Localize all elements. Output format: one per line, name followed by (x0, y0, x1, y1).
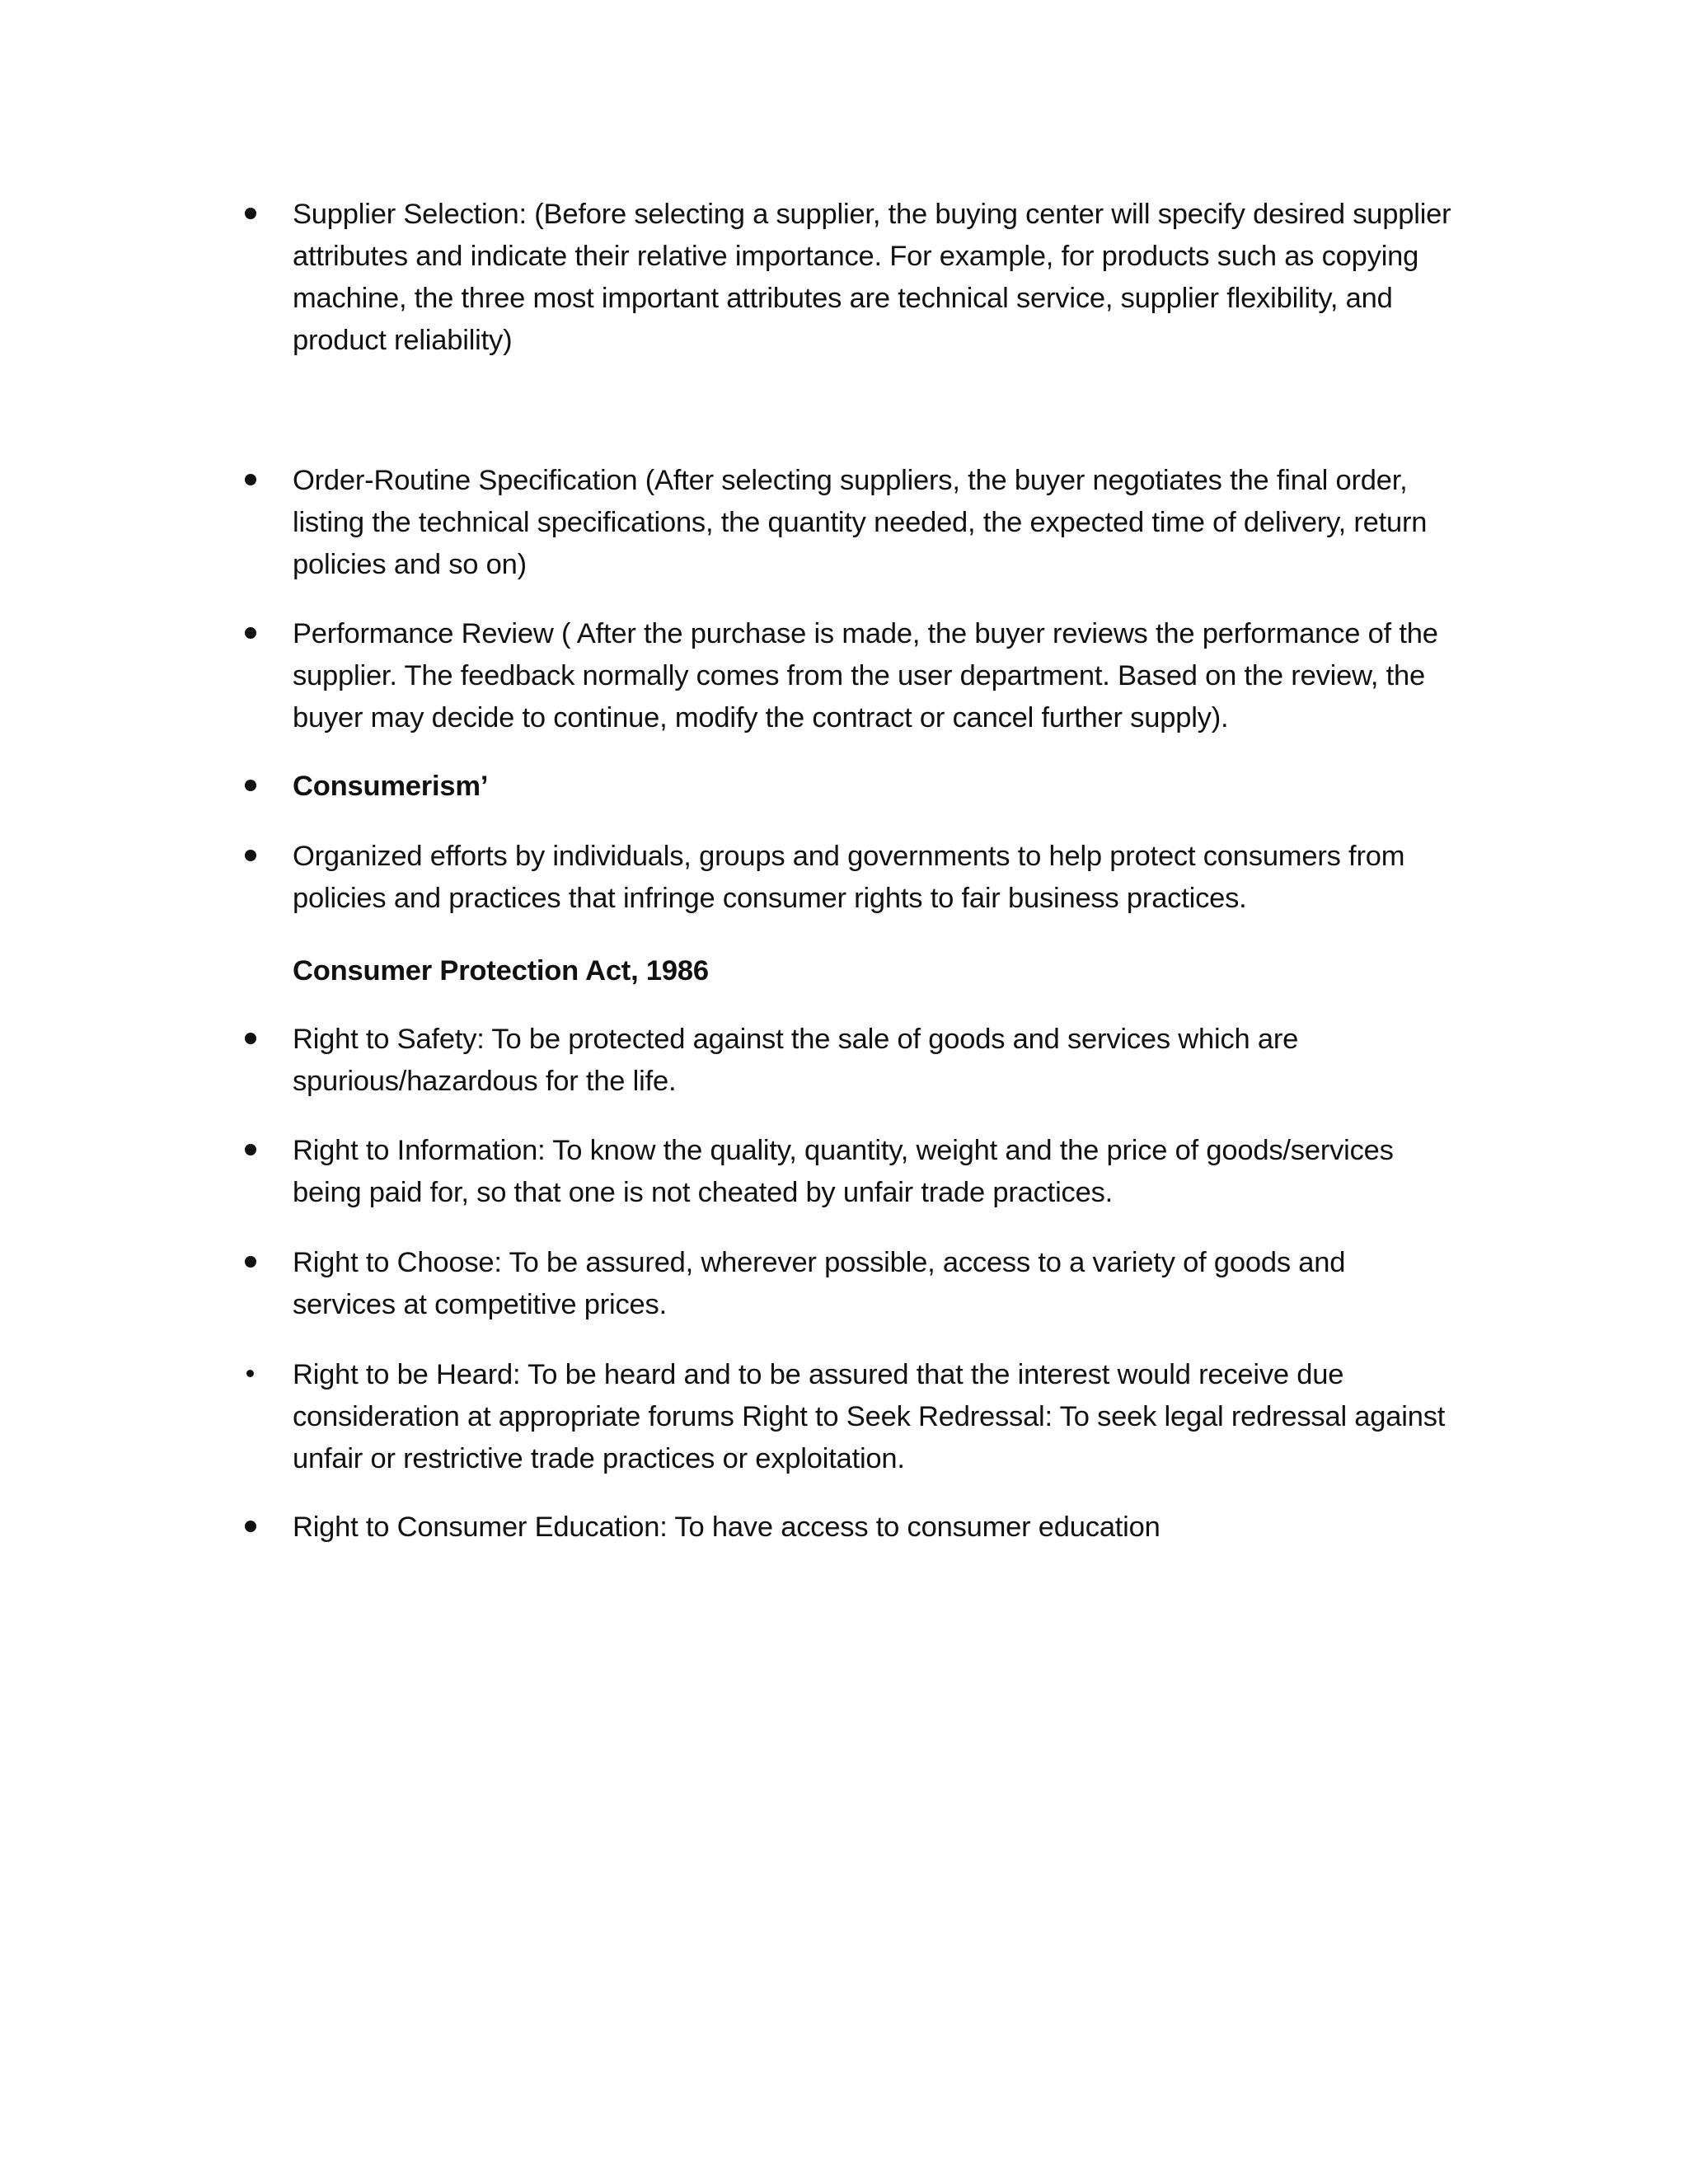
bullet-icon (245, 1256, 256, 1268)
list-item-right-to-choose: Right to Choose: To be assured, wherever possible, access to a variety of goods and services at competitive prices. (293, 1247, 1346, 1320)
list-item-consumerism-definition: Organized efforts by individuals, groups and governments to help protect consumers from policies and practices that infringe consumer rights to fair business practices. (293, 841, 1405, 914)
list-item-supplier-selection: Supplier Selection: (Before selecting a supplier, the buying center will specify desired supplier attributes and indicate their relative importance. For example, for products such as copying machine, the three most important attributes are technical service, supplier flexibility, and product reliability) (293, 199, 1451, 356)
bullet-icon (245, 780, 256, 791)
list-item-right-to-information: Right to Information: To know the quality, quantity, weight and the price of goods/services being paid for, so that one is not cheated by unfair trade practices. (293, 1135, 1394, 1208)
list-item-right-to-be-heard: Right to be Heard: To be heard and to be assured that the interest would receive due consideration at appropriate forums Right to Seek Redressal: To seek legal redressal against unfair or restrictive trade practices or exploitation. (293, 1359, 1446, 1474)
list-item-right-to-safety: Right to Safety: To be protected against the sale of goods and services which are spurious/hazardous for the life. (293, 1024, 1299, 1097)
list-item-performance-review: Performance Review ( After the purchase is made, the buyer reviews the performance of the supplier. The feedback normally comes from the user department. Based on the review, the buyer may decide to continue, modify the contract or cancel further supply). (293, 618, 1438, 733)
bullet-icon (245, 474, 256, 485)
list-item-consumerism-heading: Consumerism’ (293, 771, 489, 802)
bullet-icon (245, 1144, 256, 1155)
bullet-icon (245, 1521, 256, 1532)
bullet-icon (245, 850, 256, 861)
list-item-right-to-consumer-education: Right to Consumer Education: To have access to consumer education (293, 1511, 1160, 1543)
bullet-icon (245, 1033, 256, 1044)
small-bullet-icon (246, 1370, 254, 1377)
bullet-icon (245, 208, 256, 219)
bullet-icon (245, 627, 256, 639)
section-heading-consumer-protection-act: Consumer Protection Act, 1986 (293, 955, 709, 987)
list-item-order-routine-specification: Order-Routine Specification (After selecting suppliers, the buyer negotiates the final order, listing the technical specifications, the quantity needed, the expected time of delivery, return policies and so on) (293, 465, 1428, 580)
